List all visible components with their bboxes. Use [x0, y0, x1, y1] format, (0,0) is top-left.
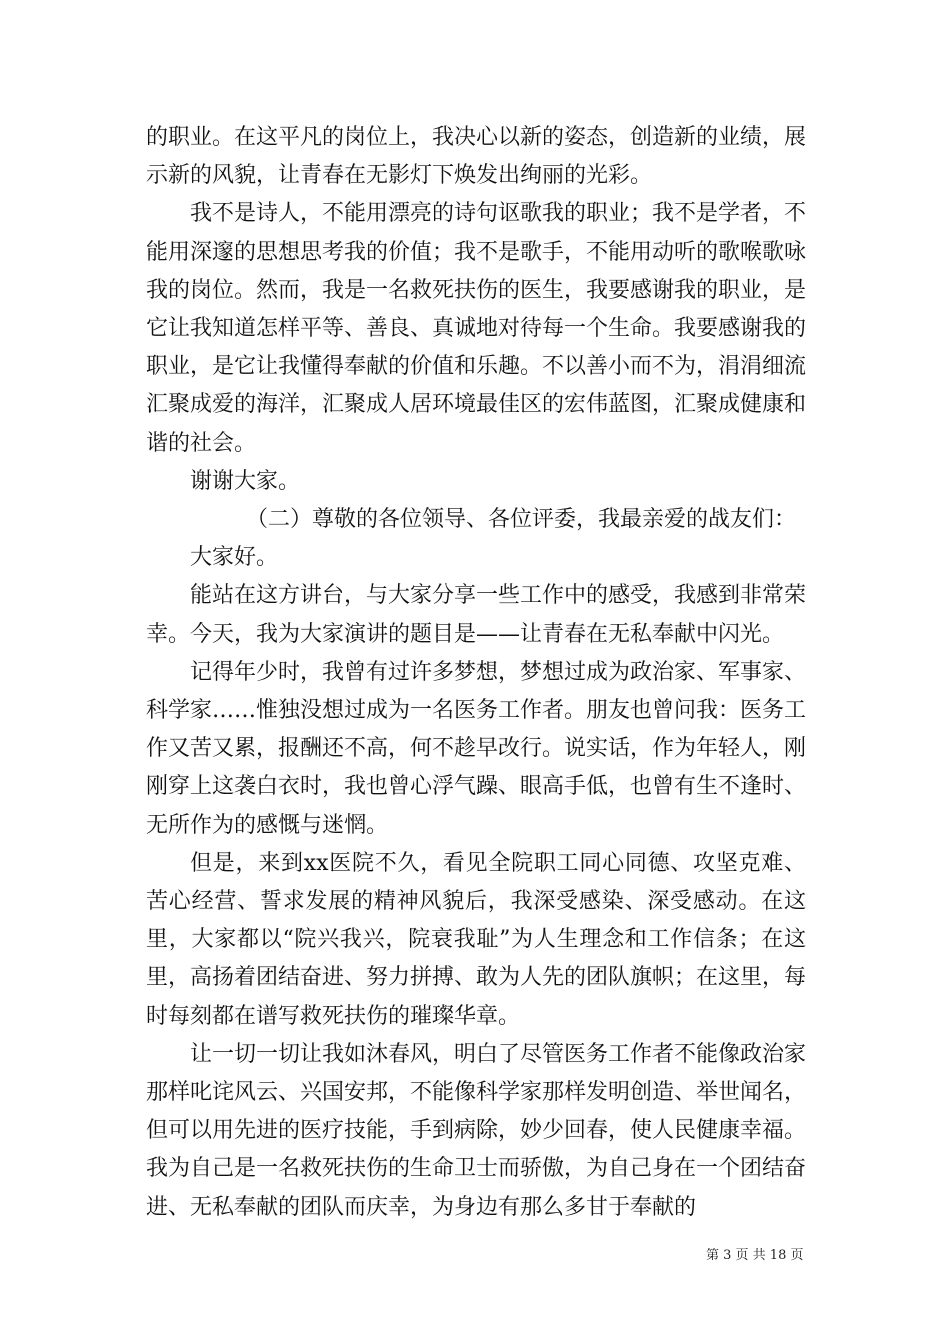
paragraph-continuation: 的职业。在这平凡的岗位上，我决心以新的姿态，创造新的业绩，展示新的风貌，让青春在无影灯下焕发出绚丽的光彩。 — [146, 125, 807, 189]
paragraph-greeting: 大家好。 — [190, 545, 279, 571]
paragraph-thanks: 谢谢大家。 — [190, 468, 301, 494]
paragraph-poet: 我不是诗人，不能用漂亮的诗句讴歌我的职业；我不是学者，不能用深邃的思想思考我的价值；我不是歌手，不能用动听的歌喉歌咏我的岗位。然而，我是一名救死扶伤的医生，我要感谢我的职业，是它让我知道怎样平等、善良、真诚地对待每一个生命。我要感谢我的职业，是它让我懂得奉献的价值和乐趣。不以善小而不为，涓涓细流汇聚成爱的海洋，汇聚成人居环境最佳区的宏伟蓝图，汇聚成健康和谐的社会。 — [146, 201, 807, 456]
paragraph-dreams: 记得年少时，我曾有过许多梦想，梦想过成为政治家、军事家、科学家……惟独没想过成为一名医务工作者。朋友也曾问我：医务工作又苦又累，报酬还不高，何不趁早改行。说实话，作为年轻人，刚刚穿上这袭白衣时，我也曾心浮气躁、眼高手低，也曾有生不逢时、无所作为的感慨与迷惘。 — [146, 659, 807, 838]
body-text — [146, 119, 806, 1227]
section-heading-two: （二）尊敬的各位领导、各位评委，我最亲爱的战友们： — [246, 507, 797, 533]
page-footer: 第 3 页 共 18 页 — [706, 1248, 804, 1263]
paragraph-topic: 能站在这方讲台，与大家分享一些工作中的感受，我感到非常荣幸。今天，我为大家演讲的题目是——让青春在无私奉献中闪光。 — [146, 583, 807, 647]
paragraph-spring-breeze: 让一切一切让我如沐春风，明白了尽管医务工作者不能像政治家那样叱诧风云、兴国安邦，不能像科学家那样发明创造、举世闻名，但可以用先进的医疗技能，手到病除，妙少回春，使人民健康幸福。我为自己是一名救死扶伤的生命卫士而骄傲，为自己身在一个团结奋进、无私奉献的团队而庆幸，为身边有那么多甘于奉献的 — [146, 1041, 807, 1220]
paragraph-hospital: 但是，来到xx医院不久，看见全院职工同心同德、攻坚克难、苦心经营、誓求发展的精神风貌后，我深受感染、深受感动。在这里，大家都以“院兴我兴，院衰我耻”为人生理念和工作信条；在这里，高扬着团结奋进、努力拼搏、敢为人先的团队旗帜；在这里，每时每刻都在谱写救死扶伤的璀璨华章。 — [146, 850, 807, 1029]
